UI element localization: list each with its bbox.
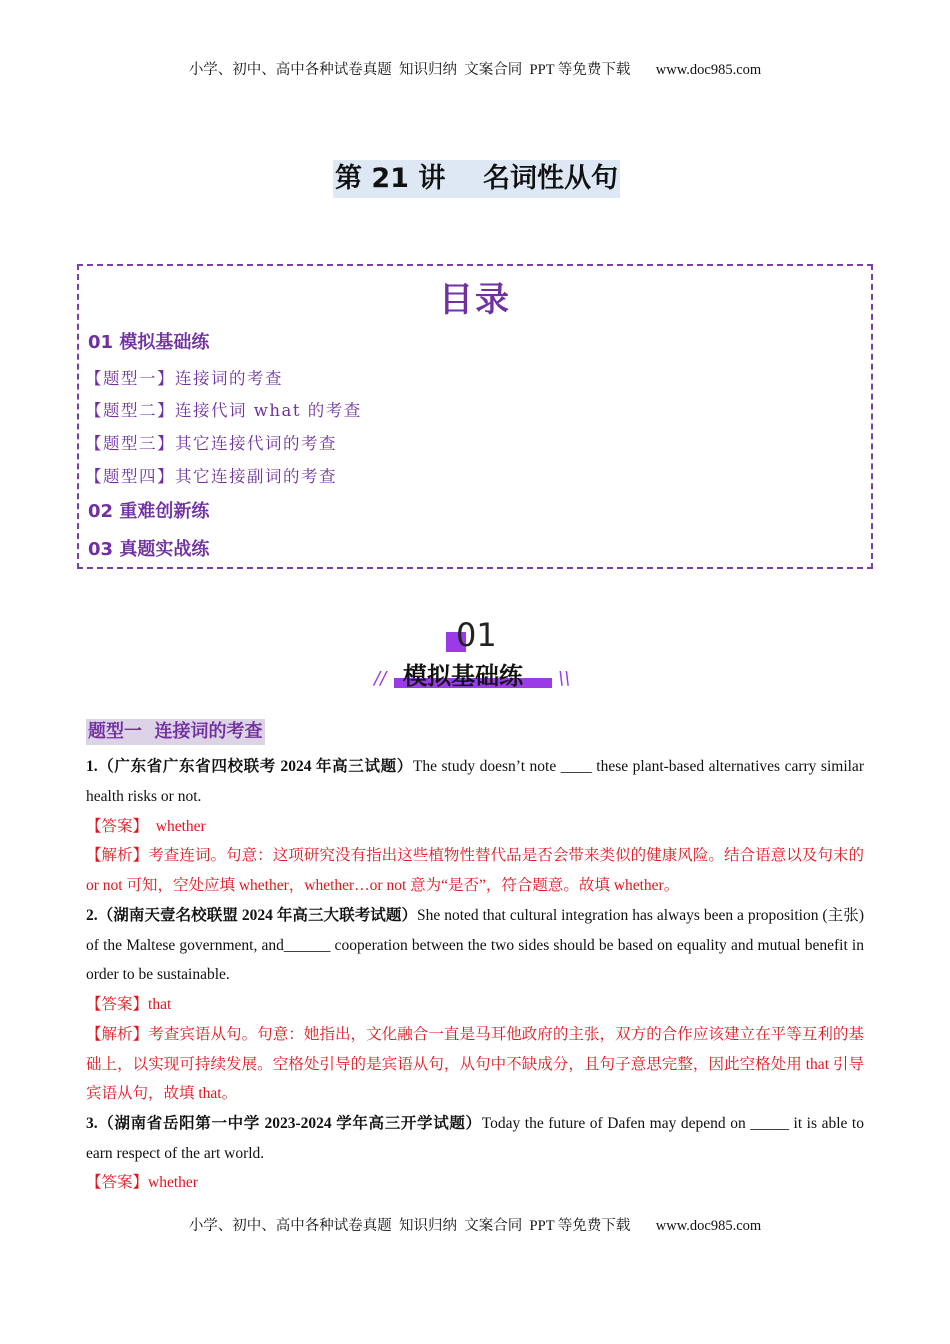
analysis-label: 【解析】 bbox=[86, 847, 149, 864]
answer-label: 【答案】 bbox=[86, 818, 149, 835]
section-number: 01 bbox=[456, 616, 497, 654]
analysis-2 bbox=[86, 1020, 864, 1109]
answer-3 bbox=[86, 1168, 864, 1198]
analysis-1 bbox=[86, 841, 864, 900]
answer-value: whether bbox=[148, 1174, 198, 1191]
toc-subitem-2[interactable]: 【题型二】连接代词 what 的考查 bbox=[85, 401, 362, 420]
answer-1 bbox=[86, 812, 864, 842]
analysis-label: 【解析】 bbox=[86, 1026, 149, 1043]
toc-subitem-1[interactable]: 【题型一】连接词的考查 bbox=[85, 369, 283, 388]
question-source: （广东省广东省四校联考 2024 年高三试题） bbox=[97, 758, 413, 775]
toc-heading: 目录 bbox=[439, 280, 511, 320]
question-source: （湖南省岳阳第一中学 2023-2024 学年高三开学试题） bbox=[97, 1115, 482, 1132]
question-source: （湖南天壹名校联盟 2024 年高三大联考试题） bbox=[97, 907, 418, 924]
slash-decoration-icon: \\ bbox=[558, 668, 571, 689]
analysis-text: 考查连词。句意：这项研究没有指出这些植物性替代品是否会带来类似的健康风险。结合语意以及句末的 or not 可知，空处应填 whether，whether…or not 意为“是否”，符合题意。故填 whether。 bbox=[86, 847, 864, 894]
analysis-text: 考查宾语从句。句意：她指出，文化融合一直是马耳他政府的主张，双方的合作应该建立在平等互利的基础上，以实现可持续发展。空格处引导的是宾语从句，从句中不缺成分，且句子意思完整，因此空格处用 that 引导宾语从句，故填 that。 bbox=[86, 1026, 864, 1103]
answer-2 bbox=[86, 990, 864, 1020]
page-title: 第 21 讲 名词性从句 bbox=[333, 160, 620, 198]
question-type-heading: 题型一 连接词的考查 bbox=[86, 719, 265, 745]
page-header: 小学、初中、高中各种试卷真题 知识归纳 文案合同 PPT 等免费下载 www.doc985.com bbox=[188, 62, 762, 78]
question-number: 1. bbox=[86, 758, 98, 775]
answer-value: that bbox=[148, 996, 172, 1013]
question-number: 3. bbox=[86, 1115, 98, 1132]
toc-section-01[interactable]: 01 模拟基础练 bbox=[88, 332, 210, 353]
page-footer: 小学、初中、高中各种试卷真题 知识归纳 文案合同 PPT 等免费下载 www.doc985.com bbox=[188, 1218, 762, 1234]
question-1 bbox=[86, 752, 864, 811]
toc-section-02[interactable]: 02 重难创新练 bbox=[88, 501, 210, 522]
answer-value: whether bbox=[148, 818, 206, 835]
toc-subitem-3[interactable]: 【题型三】其它连接代词的考查 bbox=[85, 434, 337, 453]
table-of-contents bbox=[77, 264, 873, 569]
question-text: The study doesn’t note ____ these plant-based alternatives carry similar health risks or not. bbox=[86, 758, 864, 805]
toc-subitem-4[interactable]: 【题型四】其它连接副词的考查 bbox=[85, 467, 337, 486]
answer-label: 【答案】 bbox=[86, 996, 149, 1013]
toc-section-03[interactable]: 03 真题实战练 bbox=[88, 539, 210, 560]
answer-label: 【答案】 bbox=[86, 1174, 149, 1191]
slash-decoration-icon: // bbox=[374, 668, 387, 689]
question-number: 2. bbox=[86, 907, 98, 924]
section-banner bbox=[370, 616, 580, 696]
section-title: 模拟基础练 bbox=[403, 662, 523, 690]
question-text: Today the future of Dafen may depend on _____ it is able to earn respect of the art world. bbox=[86, 1115, 864, 1162]
question-3 bbox=[86, 1109, 864, 1168]
question-2 bbox=[86, 901, 864, 990]
question-text: She noted that cultural integration has always been a proposition (主张) of the Maltese government, and______ cooperation between the two sides should be based on equality and mutual benefit in order to be sustainable. bbox=[86, 907, 864, 984]
